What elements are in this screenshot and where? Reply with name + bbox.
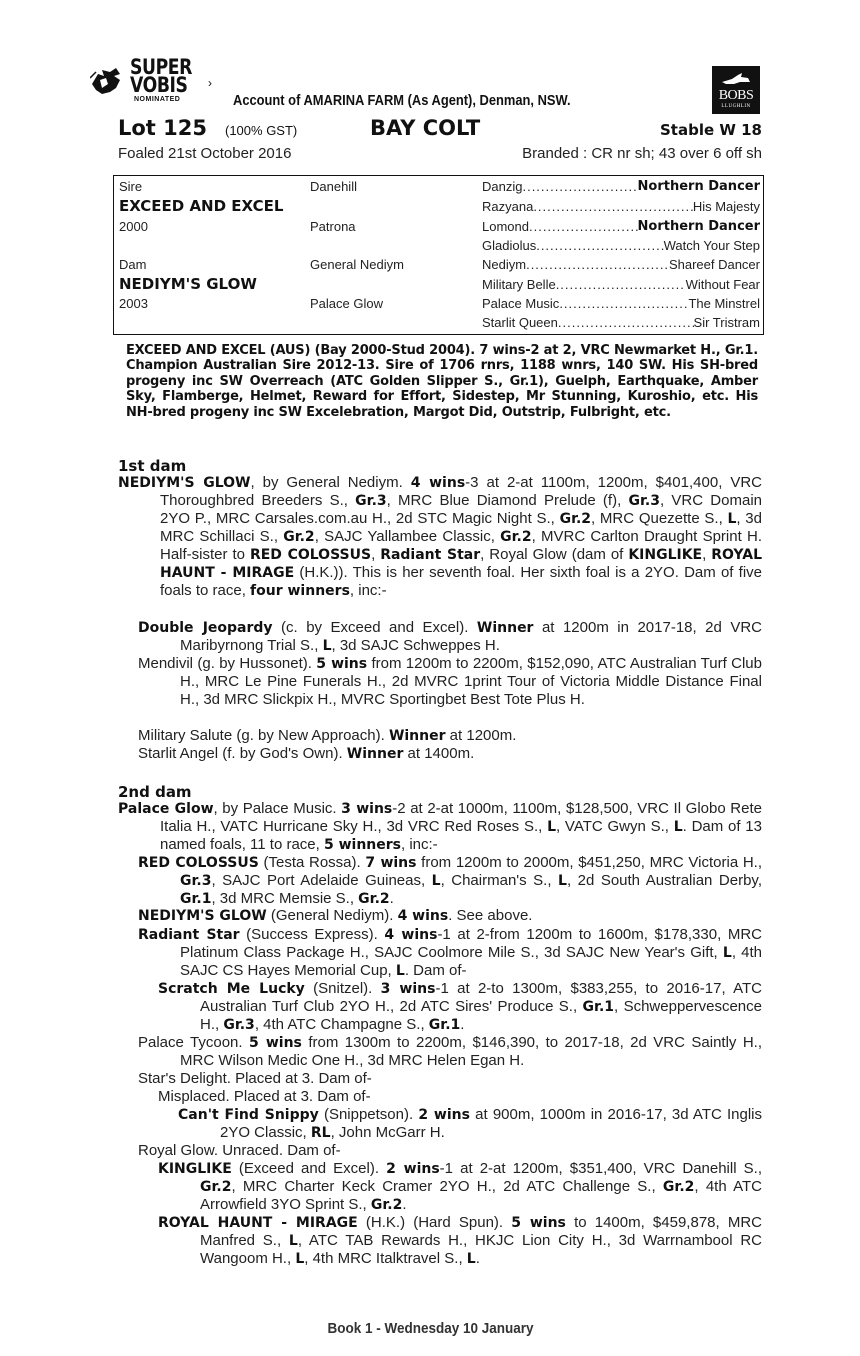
nominated-label: NOMINATED	[134, 96, 181, 103]
bold-text: Gr.1	[180, 891, 212, 907]
bold-text: Gr.2	[358, 891, 390, 907]
family-entry	[118, 1142, 762, 1160]
text: , 3d MRC Schillaci S.,	[160, 510, 762, 545]
family-entry	[118, 1070, 762, 1088]
family-entry	[118, 619, 762, 655]
text: -1 at 2-to 1300m, $383,255, to 2016-17, ATC Australian Turf Club 2YO H., 2d ATC Sires' Produce S.,	[200, 980, 762, 1015]
bold-text: L	[727, 511, 737, 527]
text: , ATC TAB Rewards H., HKJC Lion City H., 3d Warrnambool RC Wangoom H.,	[200, 1232, 762, 1267]
gst-note: (100% GST)	[225, 123, 298, 138]
text: (Testa Rossa).	[258, 854, 366, 871]
bold-text: L	[431, 873, 441, 889]
text: -1 at 2-at 1200m, $351,400, VRC Danehill S.,	[439, 1160, 762, 1177]
bold-text: Gr.2	[500, 529, 532, 545]
text: .	[460, 1016, 465, 1033]
bold-text: L	[673, 819, 683, 835]
sire-description: EXCEED AND EXCEL (AUS) (Bay 2000-Stud 2004). 7 wins-2 at 2, VRC Newmarket H., Gr.1. Champion Australian Sire 2012-13. Sire of 1706 rnrs, 1188 wnrs, 140 SW. His SH-bred progeny inc SW Overreach (ATC Golden Slipper S., Gr.1), Guelph, Earthquake, Amber Sky, Flamberge, Helmet, Reward for Effort, Sidestep, Mr Stunning, Kuroshio, etc. His NH-bred progeny inc SW Excelebration, Margot Did, Outstrip, Fulbright, etc.	[126, 343, 758, 420]
family-entry	[118, 980, 762, 1034]
text: , 4th ATC Champagne S.,	[254, 1016, 429, 1033]
text: , 3d MRC Memsie S.,	[211, 890, 359, 907]
bold-text: Gr.3	[223, 1017, 255, 1033]
bold-text: Winner	[346, 746, 404, 762]
text: (c. by Exceed and Excel).	[272, 619, 477, 636]
text: Palace Tycoon.	[138, 1034, 249, 1051]
third-gen-row: Danzig ..... Northern Dancer	[482, 179, 760, 194]
text: . Dam of-	[404, 962, 467, 979]
text: , Chairman's S.,	[440, 872, 559, 889]
page-footer	[0, 1320, 860, 1337]
dam-name: NEDIYM'S GLOW	[119, 275, 257, 293]
bold-text: Gr.3	[628, 493, 660, 509]
text: (H.K.) (Hard Spun).	[357, 1214, 512, 1231]
bold-text: 2 wins	[418, 1107, 470, 1123]
family-entry	[118, 1088, 762, 1106]
bold-text: NEDIYM'S GLOW	[138, 908, 267, 924]
chevron-right-icon: ›	[208, 76, 212, 90]
bold-text: Scratch Me Lucky	[158, 981, 305, 997]
bold-text: Winner	[388, 728, 446, 744]
third-gen-row: Lomond ..... Northern Dancer	[482, 219, 760, 234]
text: , MRC Charter Keck Cramer 2YO H., 2d ATC Challenge S.,	[231, 1178, 663, 1195]
text: , by General Nediym.	[250, 474, 411, 491]
bold-text: Gr.2	[283, 529, 315, 545]
sire-sire: Danehill	[310, 179, 357, 194]
bobs-logo	[712, 66, 760, 114]
text: . Dam of 13 named foals, 11 to race,	[160, 818, 762, 853]
bold-text: 5 wins	[248, 1035, 302, 1051]
bold-text: 3 wins	[341, 801, 393, 817]
bold-text: L	[288, 1233, 298, 1249]
text: at 1400m.	[403, 745, 475, 762]
text: , 4th SAJC CS Hayes Memorial Cup,	[180, 944, 763, 979]
text: ,	[371, 546, 381, 563]
bold-text: Gr.2	[662, 1179, 695, 1195]
family-entry	[118, 1214, 762, 1268]
text: (General Nediym).	[266, 907, 398, 924]
bold-text: Gr.3	[180, 873, 212, 889]
bold-text: 3 wins	[380, 981, 436, 997]
text: (H.K.)). This is her seventh foal. Her sixth foal is a 2YO. Dam of five foals to race,	[160, 564, 762, 599]
dam-label: Dam	[119, 257, 147, 272]
family-entry	[118, 655, 762, 709]
sire-year: 2000	[119, 219, 148, 234]
bold-text: 4 wins	[397, 908, 449, 924]
text: from 1200m to 2200m, $152,090, ATC Australian Turf Club H., MRC Le Pine Funerals H., 2d MVRC 1print Tour of Victoria Middle Distance Final H., 3d MRC Slickpix H., MVRC Sportingbet Best Tote Plus H.	[180, 655, 762, 708]
dam-dam: Palace Glow	[310, 296, 383, 311]
text: , SAJC Port Adelaide Guineas,	[211, 872, 432, 889]
second-dam-heading: 2nd dam	[118, 783, 192, 801]
family-entry	[118, 907, 762, 925]
text: .	[402, 1196, 407, 1213]
text: , MRC Blue Diamond Prelude (f),	[386, 492, 629, 509]
text: , 2d South Australian Derby,	[566, 872, 762, 889]
bold-text: Gr.2	[370, 1197, 403, 1213]
text: to 1400m, $459,878, MRC Manfred S.,	[200, 1214, 762, 1249]
text: , Royal Glow (dam of	[480, 546, 629, 563]
dam-year: 2003	[119, 296, 148, 311]
text: -3 at 2-at 1100m, 1200m, $401,400, VRC Thoroughbred Breeders S.,	[160, 474, 762, 509]
bird-icon	[720, 72, 752, 86]
pedigree-table	[113, 175, 764, 335]
super-vobis-wordmark: SUPER VOBIS	[130, 55, 192, 97]
bold-text: four winners	[250, 583, 350, 599]
bold-text: Gr.1	[428, 1017, 461, 1033]
bold-text: RED COLOSSUS	[138, 855, 259, 871]
text: , Schweppervescence H.,	[200, 998, 762, 1033]
stable-location: Stable W 18	[659, 121, 762, 139]
text: -1 at 2-from 1200m to 1600m, $178,330, MRC Platinum Class Package H., SAJC Coolmore Mile S., 3d SAJC New Year's Gift,	[180, 926, 762, 961]
text: , VATC Gwyn S.,	[555, 818, 674, 835]
text: . See above.	[448, 907, 533, 924]
bold-text: Radiant Star	[138, 927, 240, 943]
text: Star's Delight. Placed at 3. Dam of-	[138, 1070, 372, 1087]
bold-text: RL	[310, 1125, 331, 1141]
family-entry	[118, 745, 762, 763]
text: , inc:-	[349, 582, 387, 599]
third-gen-row: Nediym ..... Shareef Dancer	[482, 257, 760, 272]
bold-text: L	[466, 1251, 476, 1267]
bobs-wordmark: BOBS	[718, 88, 754, 103]
bold-text: 2 wins	[386, 1161, 440, 1177]
family-entry	[118, 474, 762, 600]
bold-text: Radiant Star	[380, 547, 481, 563]
text: (Exceed and Excel).	[231, 1160, 387, 1177]
text: , VRC Domain 2YO P., MRC Carsales.com.au H., 2d STC Magic Night S.,	[160, 492, 762, 527]
bold-text: Gr.1	[582, 999, 615, 1015]
bold-text: RED COLOSSUS	[249, 547, 372, 563]
text: .	[389, 890, 394, 907]
lot-description: BAY COLT	[370, 116, 481, 140]
third-gen-row: Palace Music ..... The Minstrel	[482, 296, 760, 311]
family-entry	[118, 800, 762, 854]
family-entry	[118, 854, 762, 908]
text: (Success Express).	[239, 926, 385, 943]
text: Royal Glow. Unraced. Dam of-	[138, 1142, 341, 1159]
text: -2 at 2-at 1000m, 1100m, $128,500, VRC Il Globo Rete Italia H., VATC Hurricane Sky H., 3d VRC Red Roses S.,	[160, 800, 762, 835]
text: ,	[702, 546, 712, 563]
text: (Snitzel).	[304, 980, 381, 997]
text: from 1200m to 2000m, $451,250, MRC Victoria H.,	[416, 854, 763, 871]
lot-header	[118, 116, 762, 142]
text: Misplaced. Placed at 3. Dam of-	[158, 1088, 371, 1105]
text: , MRC Quezette S.,	[591, 510, 728, 527]
bold-text: L	[295, 1251, 305, 1267]
bold-text: 4 wins	[384, 927, 438, 943]
bold-text: 5 winners	[323, 837, 401, 853]
bold-text: L	[547, 819, 556, 835]
bold-text: L	[558, 873, 567, 889]
bold-text: 4 wins	[410, 475, 466, 491]
bold-text: L	[722, 945, 732, 961]
bold-text: Gr.2	[200, 1179, 232, 1195]
bold-text: Can't Find Snippy	[178, 1107, 319, 1123]
bold-text: Palace Glow	[118, 801, 214, 817]
bold-text: NEDIYM'S GLOW	[118, 475, 251, 491]
family-entry	[118, 727, 762, 745]
bold-text: KINGLIKE	[158, 1161, 232, 1177]
text: at 1200m.	[445, 727, 517, 744]
third-gen-row: Gladiolus ..... Watch Your Step	[482, 238, 760, 253]
footer-text: Book 1 - Wednesday 10 January	[326, 1320, 534, 1337]
third-gen-row: Starlit Queen ..... Sir Tristram	[482, 315, 760, 330]
text: at 900m, 1000m in 2016-17, 3d ATC Inglis 2YO Classic,	[220, 1106, 762, 1141]
text: from 1300m to 2200m, $146,390, to 2017-18, 2d VRC Saintly H., MRC Wilson Medic One H., 3d MRC Helen Egan H.	[180, 1034, 763, 1069]
text: , 4th MRC Italktravel S.,	[304, 1250, 467, 1267]
text: .	[475, 1250, 480, 1267]
third-gen-row: Military Belle ..... Without Fear	[482, 277, 760, 292]
super-vobis-emblem-icon	[90, 66, 128, 96]
text: , John McGarr H.	[330, 1124, 445, 1141]
text: , by Palace Music.	[213, 800, 342, 817]
text: at 1200m in 2017-18, 2d VRC Maribyrnong Trial S.,	[180, 619, 762, 654]
bold-text: Gr.3	[355, 493, 387, 509]
bold-text: 7 wins	[365, 855, 417, 871]
text: , 4th ATC Arrowfield 3YO Sprint S.,	[200, 1178, 763, 1213]
first-dam-heading: 1st dam	[118, 457, 187, 475]
bold-text: 5 wins	[316, 656, 368, 672]
bold-text: KINGLIKE	[628, 547, 703, 563]
text: Military Salute (g. by New Approach).	[138, 727, 389, 744]
foaled-date: Foaled 21st October 2016	[118, 145, 292, 162]
super-vobis-logo	[88, 55, 218, 108]
bold-text: ROYAL HAUNT - MIRAGE	[158, 1215, 358, 1231]
bold-text: 5 wins	[511, 1215, 566, 1231]
dam-sire: General Nediym	[310, 257, 404, 272]
bold-text: ROYAL HAUNT - MIRAGE	[160, 547, 762, 581]
family-entry	[118, 1160, 762, 1214]
family-entry	[118, 1034, 762, 1070]
text: (Snippetson).	[318, 1106, 419, 1123]
bold-text: L	[395, 963, 405, 979]
sire-dam: Patrona	[310, 219, 356, 234]
text: , 3d SAJC Schweppes H.	[331, 637, 500, 654]
sire-name: EXCEED AND EXCEL	[119, 197, 284, 215]
text: , MVRC Carlton Draught Sprint H. Half-sister to	[160, 528, 762, 563]
family-entry	[118, 926, 762, 980]
third-gen-row: Razyana ..... His Majesty	[482, 199, 760, 214]
brand-marks: Branded : CR nr sh; 43 over 6 off sh	[522, 145, 762, 162]
bold-text: Gr.2	[559, 511, 592, 527]
family-entry	[118, 1106, 762, 1142]
bold-text: Double Jeopardy	[138, 620, 273, 636]
vendor-account: Account of AMARINA FARM (As Agent), Denman, NSW.	[233, 92, 571, 109]
text: , inc:-	[401, 836, 438, 853]
text: Mendivil (g. by Hussonet).	[138, 655, 317, 672]
sire-label: Sire	[119, 179, 143, 194]
text: , SAJC Yallambee Classic,	[314, 528, 501, 545]
bold-text: L	[322, 638, 332, 654]
text: Starlit Angel (f. by God's Own).	[138, 745, 347, 762]
bobs-subtext: LLUGHLIN	[721, 104, 751, 109]
bold-text: Winner	[476, 620, 534, 636]
lot-number: Lot 125	[118, 116, 207, 140]
